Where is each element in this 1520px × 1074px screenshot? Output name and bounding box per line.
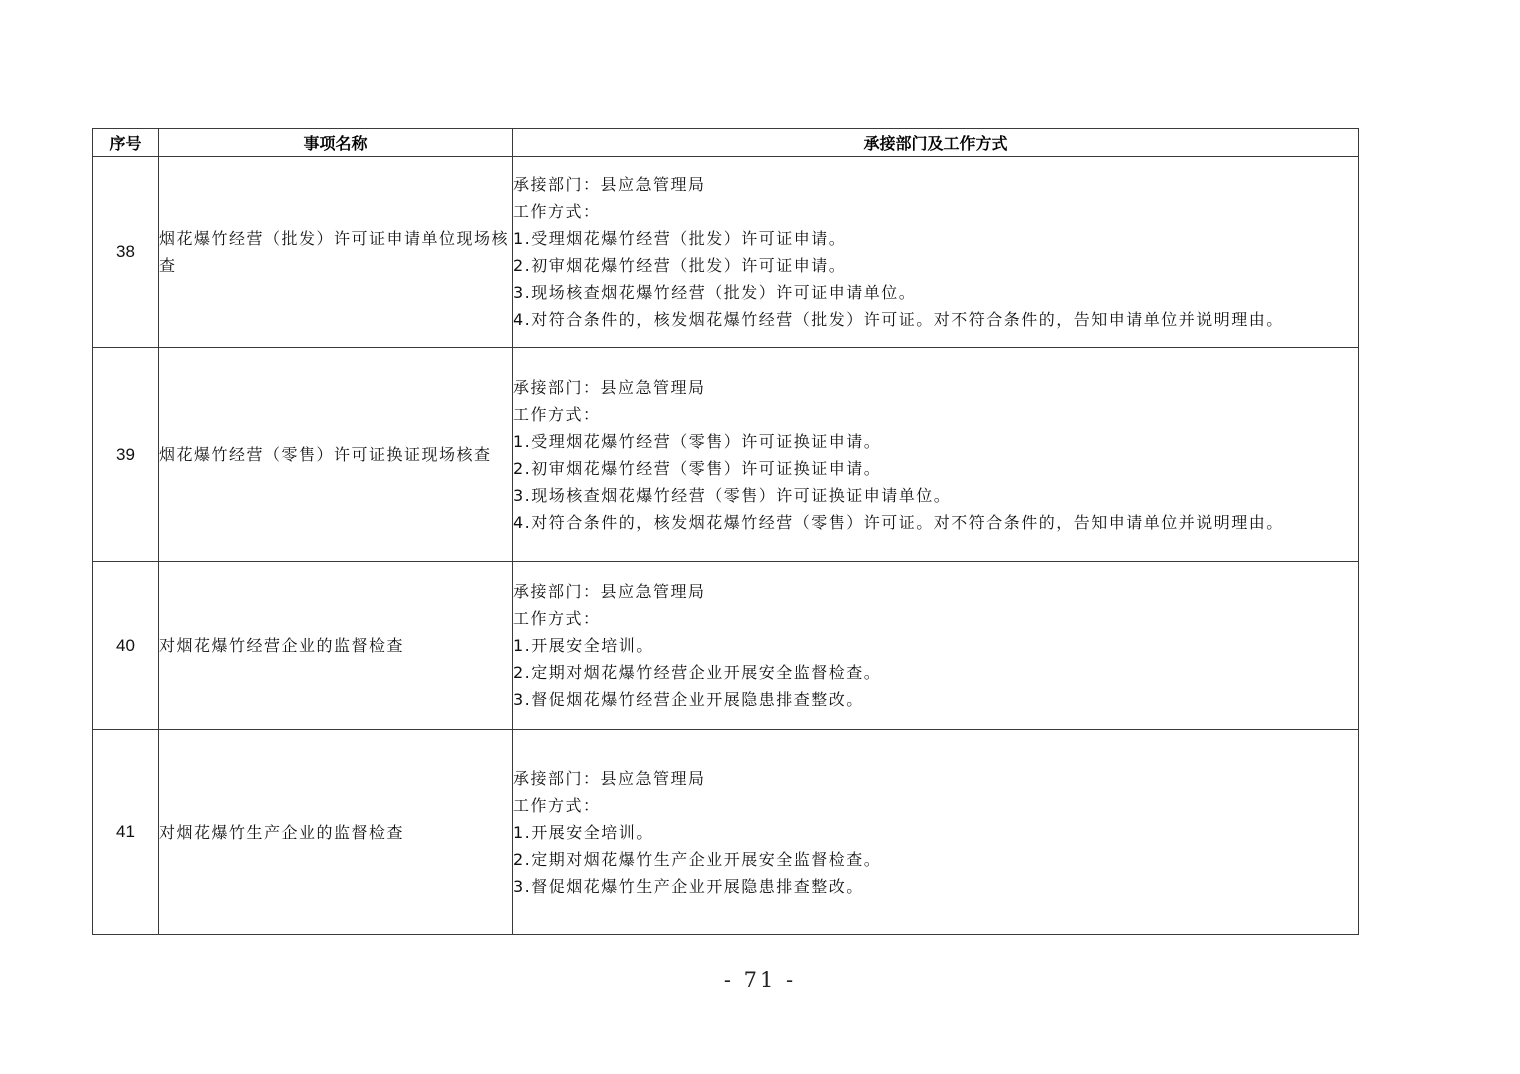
method-line: 3.督促烟花爆竹生产企业开展隐患排查整改。 [513,876,864,896]
header-number: 序号 [93,129,159,157]
header-name: 事项名称 [159,129,513,157]
row-method [513,730,1359,935]
method-line: 承接部门：县应急管理局 [513,768,706,788]
method-line: 2.初审烟花爆竹经营（批发）许可证申请。 [513,256,847,275]
method-line: 3.现场核查烟花爆竹经营（零售）许可证换证申请单位。 [513,485,952,505]
header-row [93,129,1359,157]
method-line: 2.定期对烟花爆竹经营企业开展安全监督检查。 [513,663,882,682]
row-name: 烟花爆竹经营（批发）许可证申请单位现场核查 [159,157,513,348]
row-method [513,562,1359,730]
method-line: 4.对符合条件的，核发烟花爆竹经营（零售）许可证。对不符合条件的，告知申请单位并说明理由。 [513,512,1284,532]
row-name: 烟花爆竹经营（零售）许可证换证现场核查 [159,348,513,562]
table-row [93,348,1359,562]
method-line: 承接部门：县应急管理局 [513,582,706,601]
items-table [92,128,1359,935]
method-line: 1.开展安全培训。 [513,636,654,655]
row-number: 39 [93,348,159,562]
header-method: 承接部门及工作方式 [513,129,1359,157]
method-line: 工作方式： [513,609,601,628]
method-line: 承接部门：县应急管理局 [513,377,706,397]
method-line: 3.现场核查烟花爆竹经营（批发）许可证申请单位。 [513,283,917,302]
method-line: 2.定期对烟花爆竹生产企业开展安全监督检查。 [513,849,882,869]
method-line: 1.受理烟花爆竹经营（批发）许可证申请。 [513,229,847,248]
row-number: 41 [93,730,159,935]
row-number: 38 [93,157,159,348]
method-line: 工作方式： [513,404,601,424]
method-line: 承接部门：县应急管理局 [513,175,706,194]
table-row [93,157,1359,348]
row-number: 40 [93,562,159,730]
method-line: 1.开展安全培训。 [513,822,654,842]
method-line: 工作方式： [513,202,601,221]
table-row [93,730,1359,935]
method-line: 1.受理烟花爆竹经营（零售）许可证换证申请。 [513,431,882,451]
row-name: 对烟花爆竹经营企业的监督检查 [159,562,513,730]
method-line: 3.督促烟花爆竹经营企业开展隐患排查整改。 [513,690,864,709]
method-line: 工作方式： [513,795,601,815]
row-method [513,157,1359,348]
table-row [93,562,1359,730]
page-number: - 71 - [723,968,797,992]
row-method [513,348,1359,562]
method-line: 2.初审烟花爆竹经营（零售）许可证换证申请。 [513,458,882,478]
row-name: 对烟花爆竹生产企业的监督检查 [159,730,513,935]
method-line: 4.对符合条件的，核发烟花爆竹经营（批发）许可证。对不符合条件的，告知申请单位并说明理由。 [513,310,1284,329]
